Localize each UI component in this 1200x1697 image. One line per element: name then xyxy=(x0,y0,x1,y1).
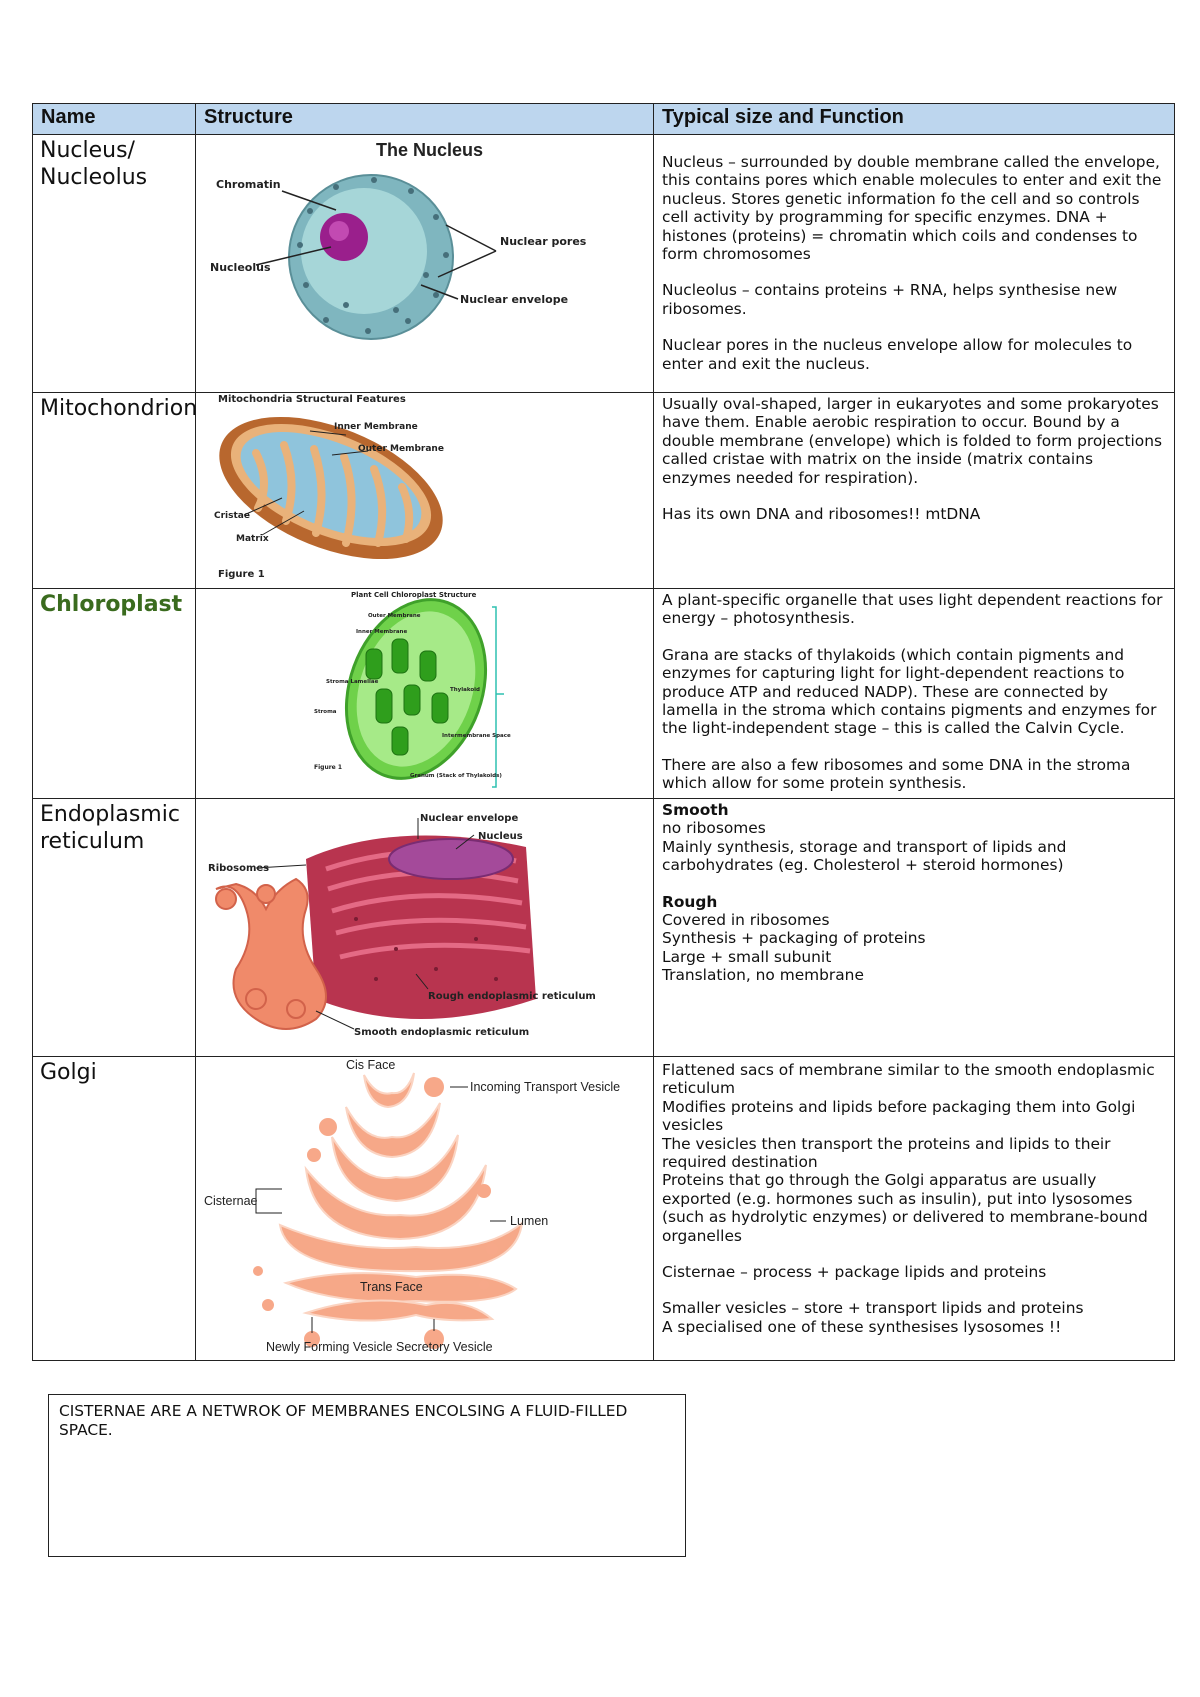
label-incoming-vesicle: Incoming Transport Vesicle xyxy=(470,1080,621,1094)
header-name: Name xyxy=(33,104,196,135)
row-name-chloroplast: Chloroplast xyxy=(33,589,196,799)
label-cisternae: Cisternae xyxy=(204,1194,258,1208)
label-inner-membrane: Inner Membrane xyxy=(334,422,418,432)
header-structure: Structure xyxy=(196,104,654,135)
label-outer-membrane: Outer Membrane xyxy=(368,613,421,619)
table-row xyxy=(33,799,1175,1057)
organelle-table xyxy=(32,103,1175,1361)
label-newly-forming-vesicle: Newly Forming Vesicle xyxy=(266,1340,393,1354)
er-diagram xyxy=(196,799,654,1057)
label-ribosomes: Ribosomes xyxy=(208,863,270,874)
label-nucleus: Nucleus xyxy=(478,831,523,842)
table-row xyxy=(33,393,1175,589)
label-nucleolus: Nucleolus xyxy=(210,261,271,274)
rough-heading: Rough xyxy=(662,892,718,911)
label-cis-face: Cis Face xyxy=(346,1058,396,1072)
label-rough-er: Rough endoplasmic reticulum xyxy=(428,991,596,1002)
figure-caption: Figure 1 xyxy=(314,764,343,771)
paragraph: A plant-specific organelle that uses light dependent reactions for energy – photosynthesis. xyxy=(662,591,1163,628)
row-name-er: Endoplasmic reticulum xyxy=(33,799,196,1057)
header-function: Typical size and Function xyxy=(654,104,1175,135)
row-name-nucleus: Nucleus/ Nucleolus xyxy=(33,135,196,393)
header-row xyxy=(33,104,1175,135)
paragraph: Flattened sacs of membrane similar to the smooth endoplasmic reticulum Modifies proteins and lipids before packaging them into Golgi vesicles The vesicles then transport the proteins and lipids to their required destination Proteins that go through the Golgi apparatus are usually exported (e.g. hormones such as insulin), put into lysosomes (such as hydrolytic enzymes) or delivered to membrane-bound organelles xyxy=(662,1061,1155,1245)
golgi-diagram xyxy=(196,1057,654,1361)
er-description xyxy=(654,799,1175,1057)
golgi-description xyxy=(654,1057,1175,1361)
label-secretory-vesicle: Secretory Vesicle xyxy=(396,1340,493,1354)
label-inner-membrane: Inner Membrane xyxy=(356,629,408,635)
label-nuclear-envelope: Nuclear envelope xyxy=(420,813,519,824)
table-row xyxy=(33,589,1175,799)
chloroplast-diagram xyxy=(196,589,654,799)
label-granum: Granum (Stack of Thylakoids) xyxy=(410,773,502,779)
label-trans-face: Trans Face xyxy=(360,1280,423,1294)
smooth-text: no ribosomes Mainly synthesis, storage and transport of lipids and carbohydrates (eg. Cholesterol + steroid hormones) xyxy=(662,819,1067,875)
label-outer-membrane: Outer Membrane xyxy=(358,444,444,454)
row-name-mitochondrion: Mitochondrion xyxy=(33,393,196,589)
paragraph: Grana are stacks of thylakoids (which contain pigments and enzymes for capturing light for light-dependent reactions to produce ATP and reduced NADP). These are connected by lamella in the stroma which contains pigments and enzymes for the light-independent stage – this is called the Calvin Cycle. xyxy=(662,645,1157,738)
label-stroma-lamellae: Stroma Lamellae xyxy=(326,679,379,685)
table-row xyxy=(33,1057,1175,1361)
label-intermembrane-space: Intermembrane Space xyxy=(442,733,511,739)
paragraph: There are also a few ribosomes and some DNA in the stroma which allow for some protein synthesis. xyxy=(662,755,1131,793)
paragraph: Nucleus – surrounded by double membrane called the envelope, this contains pores which enable molecules to enter and exit the nucleus. Stores genetic information fo the cell and so controls cell activity by programming for specific enzymes. DNA + histones (proteins) = chromatin which coils and condenses to form chromosomes xyxy=(662,153,1162,264)
smooth-heading: Smooth xyxy=(662,801,729,819)
diagram-title: The Nucleus xyxy=(376,140,484,160)
mitochondrion-description xyxy=(654,393,1175,589)
diagram-title: Mitochondria Structural Features xyxy=(218,394,406,405)
chloroplast-description xyxy=(654,589,1175,799)
label-thylakoid: Thylakoid xyxy=(450,687,480,693)
label-nuclear-pores: Nuclear pores xyxy=(500,235,587,248)
nucleus-description xyxy=(654,135,1175,393)
table-row xyxy=(33,135,1175,393)
rough-text: Covered in ribosomes Synthesis + packaging of proteins Large + small subunit Translation, no membrane xyxy=(662,911,926,985)
paragraph: Smaller vesicles – store + transport lipids and proteins A specialised one of these synthesises lysosomes !! xyxy=(662,1299,1084,1336)
label-cristae: Cristae xyxy=(214,511,250,521)
mitochondrion-diagram xyxy=(196,393,654,589)
label-nuclear-envelope: Nuclear envelope xyxy=(460,293,569,306)
nucleus-diagram xyxy=(196,135,654,393)
diagram-title: Plant Cell Chloroplast Structure xyxy=(351,591,477,599)
label-smooth-er: Smooth endoplasmic reticulum xyxy=(354,1027,530,1038)
paragraph: Nucleolus – contains proteins + RNA, helps synthesise new ribosomes. xyxy=(662,281,1118,318)
paragraph: Usually oval-shaped, larger in eukaryotes and some prokaryotes have them. Enable aerobic respiration to occur. Bound by a double membrane (envelope) which is folded to form projections called cristae with matrix on the inside (matrix contains enzymes needed for respiration). xyxy=(662,395,1162,487)
paragraph: Has its own DNA and ribosomes!! mtDNA xyxy=(662,505,981,524)
label-matrix: Matrix xyxy=(236,534,269,544)
figure-caption: Figure 1 xyxy=(218,569,265,580)
paragraph: Nuclear pores in the nucleus envelope allow for molecules to enter and exit the nucleus. xyxy=(662,336,1133,373)
row-name-golgi: Golgi xyxy=(33,1057,196,1361)
label-chromatin: Chromatin xyxy=(216,178,281,191)
label-stroma: Stroma xyxy=(314,709,337,715)
label-lumen: Lumen xyxy=(510,1214,549,1228)
paragraph: Cisternae – process + package lipids and proteins xyxy=(662,1263,1047,1282)
note-box: CISTERNAE ARE A NETWROK OF MEMBRANES ENCOLSING A FLUID-FILLED SPACE. xyxy=(48,1394,686,1557)
